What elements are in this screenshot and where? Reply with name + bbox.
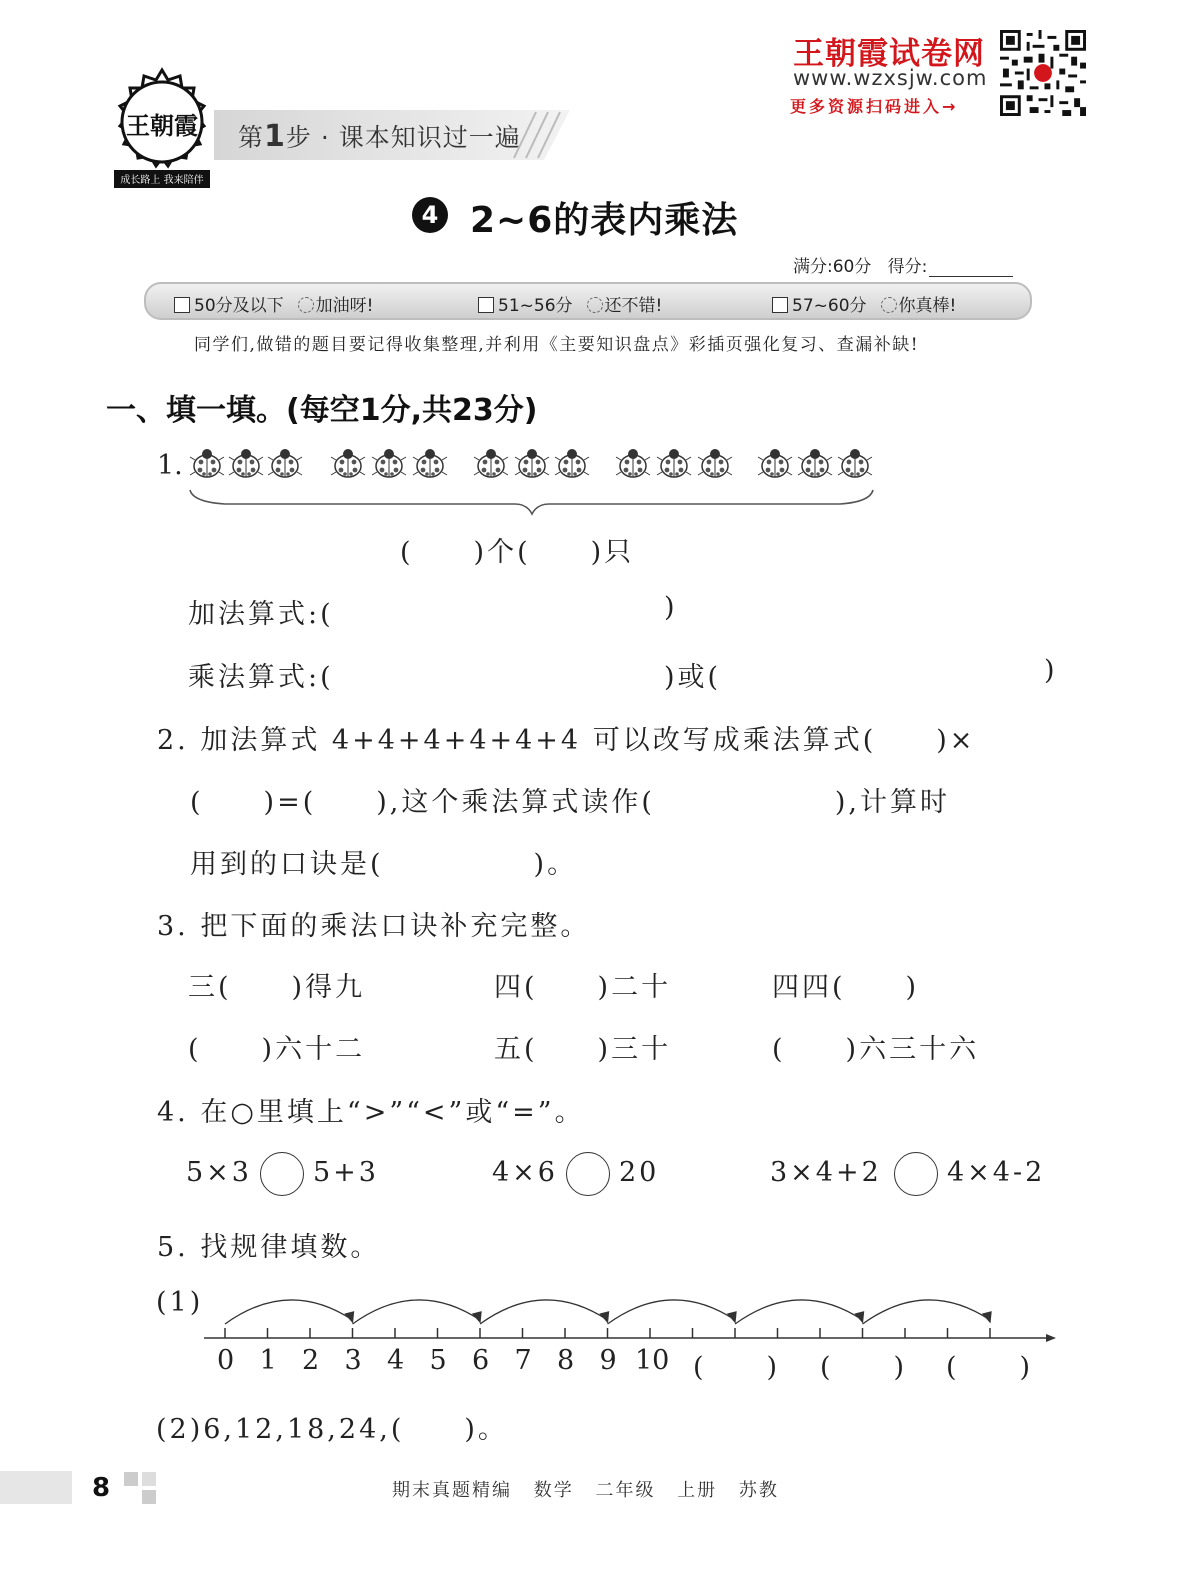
brand-name: 王朝霞试卷网: [793, 36, 985, 72]
corner-squares-icon: [124, 1472, 156, 1504]
q1-number: 1.: [157, 450, 183, 481]
q4-stem: 4. 在○里填上“>”“<”或“=”。: [157, 1097, 585, 1128]
section-heading: 一、填一填。(每空1分,共23分): [106, 393, 538, 428]
grade-item: 50分及以下 加油呀!: [174, 291, 373, 316]
q3-item[interactable]: ( )六三十六: [772, 1034, 980, 1065]
q4-right-expr: 4×4-2: [947, 1157, 1046, 1188]
notice-text: 同学们,做错的题目要记得收集整理,并利用《主要知识盘点》彩插页强化复习、查漏补缺!: [194, 335, 920, 355]
number-line-label: 6: [472, 1345, 490, 1376]
q3-item[interactable]: 三( )得九: [188, 972, 366, 1003]
number-line-label: 5: [429, 1345, 447, 1376]
q1-add-answer-blank[interactable]: [350, 594, 660, 626]
brand-scan-hint: 更多资源扫码进入→: [790, 97, 959, 116]
q4-left-expr: 4×6: [492, 1157, 558, 1188]
q1-count-blanks[interactable]: ( )个( )只: [400, 537, 635, 568]
grade-item: 57~60分 你真棒!: [772, 291, 956, 316]
q5-blank[interactable]: ( ): [946, 1352, 1034, 1383]
full-score: 满分:60分: [793, 257, 872, 277]
smiley-icon: [298, 297, 314, 313]
q4-left-expr: 5×3: [186, 1157, 252, 1188]
score-line: [793, 252, 1013, 277]
grade-bar: [144, 282, 1032, 320]
number-line-label: 7: [514, 1345, 532, 1376]
q1-mul-label: 乘法算式:(: [188, 662, 334, 693]
jump-arc: [353, 1300, 481, 1324]
number-line-label: 0: [217, 1345, 235, 1376]
jump-arc: [225, 1300, 353, 1324]
footer-bar: [0, 1471, 72, 1504]
score-label: 得分:: [887, 257, 928, 277]
step-label: 第1步 · 课本知识过一遍: [238, 119, 521, 154]
checkbox-icon[interactable]: [478, 297, 494, 313]
compare-circle[interactable]: [260, 1152, 304, 1196]
q5-blank[interactable]: ( ): [820, 1352, 908, 1383]
footer-text: 期末真题精编 数学 二年级 上册 苏教: [392, 1480, 779, 1501]
compare-circle[interactable]: [894, 1152, 938, 1196]
ladybug-group-2: [331, 449, 447, 477]
q5-part1-label: (1): [156, 1287, 204, 1318]
q2-line-3: 用到的口诀是( )。: [190, 849, 578, 880]
q4-left-expr: 3×4+2: [770, 1157, 882, 1188]
score-blank[interactable]: [929, 258, 1013, 277]
qr-code-icon[interactable]: [1000, 30, 1086, 116]
brand-url[interactable]: www.wzxsjw.com: [793, 66, 988, 90]
number-line: [200, 1280, 1060, 1350]
logo-badge: [104, 66, 220, 194]
compare-circle[interactable]: [566, 1152, 610, 1196]
q5-blank[interactable]: ( ): [693, 1352, 781, 1383]
q3-item[interactable]: 四( )二十: [494, 972, 672, 1003]
logo-text: 王朝霞: [126, 111, 198, 140]
smiley-icon: [587, 297, 603, 313]
q2-line-1: 2. 加法算式 4+4+4+4+4+4 可以改写成乘法算式( )×: [157, 725, 976, 756]
q1-add-close: ): [664, 592, 678, 623]
q5-stem: 5. 找规律填数。: [157, 1232, 381, 1263]
checkbox-icon[interactable]: [772, 297, 788, 313]
number-line-label: 8: [557, 1345, 575, 1376]
ladybug-group-4: [616, 449, 732, 477]
q3-item[interactable]: ( )六十二: [188, 1034, 366, 1065]
q3-stem: 3. 把下面的乘法口诀补充完整。: [157, 911, 591, 942]
page-title: 2~6的表内乘法: [470, 200, 739, 241]
number-line-label: 10: [635, 1345, 670, 1376]
q1-mul-mid: )或(: [664, 662, 722, 693]
logo-slogan: 成长路上 我来陪伴: [120, 175, 204, 186]
q4-right-expr: 5+3: [313, 1157, 379, 1188]
page-number: 8: [92, 1473, 111, 1503]
jump-arc: [863, 1300, 991, 1324]
number-line-label: 3: [344, 1345, 362, 1376]
q1-add-label: 加法算式:(: [188, 599, 334, 630]
checkbox-icon[interactable]: [174, 297, 190, 313]
q2-line-2: ( )=( ),这个乘法算式读作( ),计算时: [190, 787, 950, 818]
jump-arc: [480, 1300, 608, 1324]
q3-item[interactable]: 四四( ): [772, 972, 920, 1003]
ladybug-group-1: [190, 449, 302, 477]
grade-item: 51~56分 还不错!: [478, 291, 662, 316]
q4-right-expr: 20: [619, 1157, 660, 1188]
jump-arc: [735, 1300, 863, 1324]
step-number: 1: [264, 119, 286, 154]
lesson-number-badge: 4: [412, 197, 448, 233]
ladybug-group-3: [474, 449, 589, 477]
ladybug-group-5: [758, 449, 872, 477]
number-line-label: 9: [599, 1345, 617, 1376]
q1-mul-close: ): [1044, 655, 1058, 686]
smiley-icon: [881, 297, 897, 313]
number-line-label: 2: [302, 1345, 320, 1376]
q3-item[interactable]: 五( )三十: [494, 1034, 672, 1065]
ladybug-groups-figure: [185, 440, 885, 520]
number-line-label: 1: [259, 1345, 277, 1376]
curly-brace: [190, 490, 873, 514]
q5-part2[interactable]: (2)6,12,18,24,( )。: [156, 1414, 508, 1445]
jump-arc: [608, 1300, 736, 1324]
number-line-label: 4: [387, 1345, 405, 1376]
